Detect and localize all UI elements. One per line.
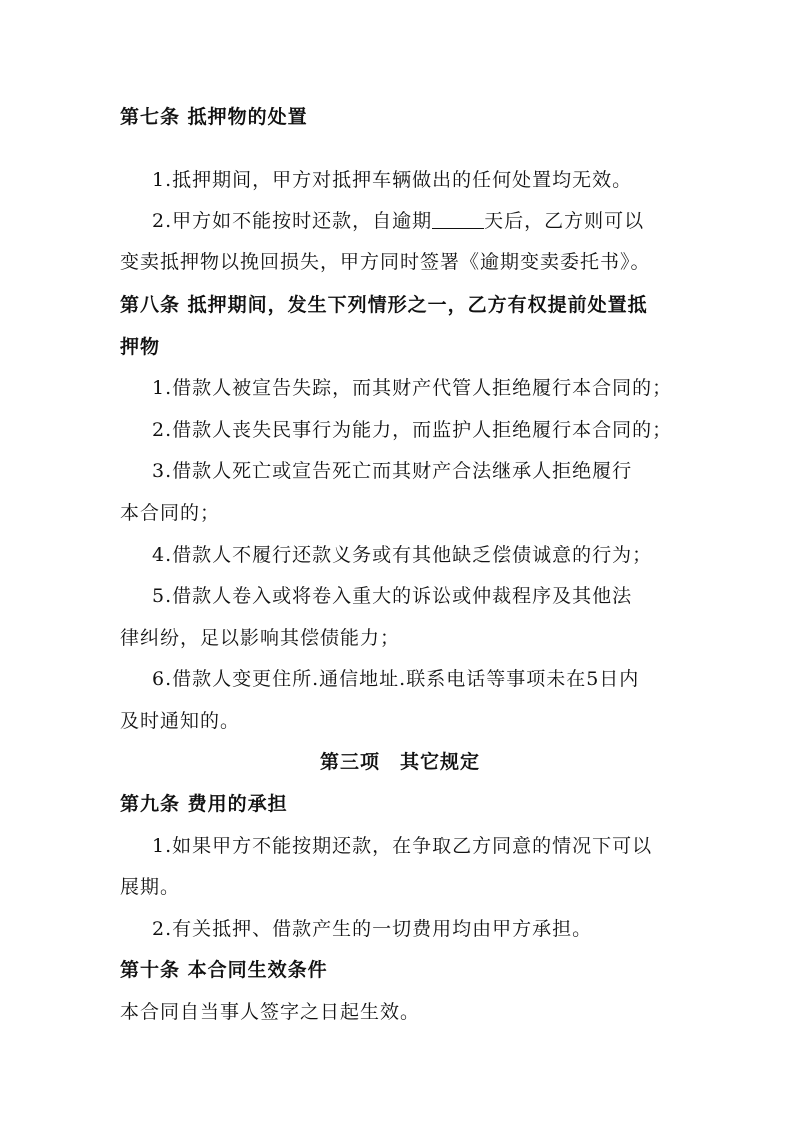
article-9-clause-1: 1.如果甲方不能按期还款，在争取乙方同意的情况下可以	[152, 835, 653, 857]
fill-in-blank	[432, 210, 484, 229]
article-7-clause-2-continued: 变卖抵押物以挽回损失，甲方同时签署《逾期变卖委托书》。	[120, 251, 651, 273]
article-7-clause-2-end: 天后，乙方则可以	[484, 210, 645, 232]
section-3-title: 第三项 其它规定	[319, 751, 480, 773]
article-8-item-6-continued: 及时通知的。	[120, 710, 241, 732]
article-9-clause-1-continued: 展期。	[120, 876, 181, 898]
article-8-item-4: 4.借款人不履行还款义务或有其他缺乏偿债诚意的行为；	[152, 544, 653, 566]
article-8-item-5-continued: 律纠纷，足以影响其偿债能力；	[120, 627, 401, 649]
article-10-text: 本合同自当事人签字之日起生效。	[120, 1001, 421, 1023]
article-8-item-3: 3.借款人死亡或宣告死亡而其财产合法继承人拒绝履行	[152, 460, 633, 482]
article-8-title-continued: 押物	[120, 336, 161, 358]
article-7-title: 第七条 抵押物的处置	[120, 106, 308, 128]
article-7-clause-2	[152, 209, 680, 233]
article-8-item-3-continued: 本合同的；	[120, 502, 221, 524]
article-7-clause-2-start: 2.甲方如不能按时还款，自逾期	[152, 210, 433, 232]
article-8-title: 第八条 抵押期间，发生下列情形之一，乙方有权提前处置抵	[120, 294, 648, 316]
article-10-title: 第十条 本合同生效条件	[120, 959, 328, 981]
article-8-item-1: 1.借款人被宣告失踪，而其财产代管人拒绝履行本合同的；	[152, 377, 673, 399]
article-7-clause-1: 1.抵押期间，甲方对抵押车辆做出的任何处置均无效。	[152, 169, 633, 191]
article-9-title: 第九条 费用的承担	[120, 793, 288, 815]
article-8-item-5: 5.借款人卷入或将卷入重大的诉讼或仲裁程序及其他法	[152, 585, 633, 607]
article-9-clause-2: 2.有关抵押、借款产生的一切费用均由甲方承担。	[152, 918, 593, 940]
article-8-item-6: 6.借款人变更住所.通信地址.联系电话等事项未在5日内	[152, 668, 640, 690]
article-8-item-2: 2.借款人丧失民事行为能力，而监护人拒绝履行本合同的；	[152, 419, 673, 441]
